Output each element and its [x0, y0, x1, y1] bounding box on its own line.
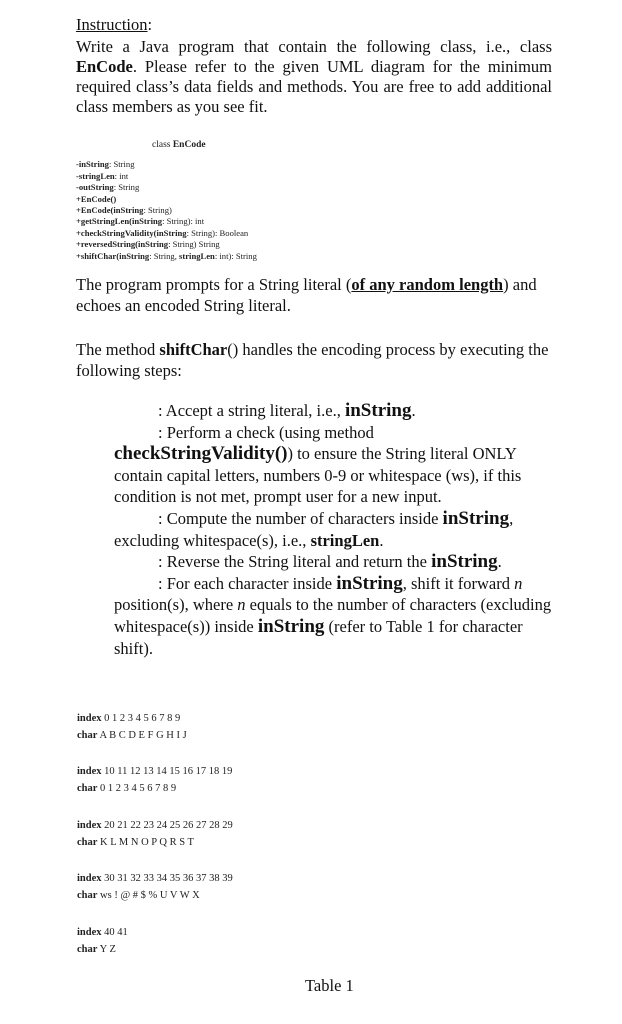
step-keyword: checkStringValidity()	[114, 443, 288, 465]
uml-member-param-type: : int): String	[214, 250, 257, 261]
step-text: equals to the number of characters (excluding whitespace(s)) inside	[114, 595, 552, 636]
uml-member	[76, 171, 336, 182]
step-keyword: inString	[336, 572, 403, 594]
uml-title-name: EnCode	[172, 140, 206, 150]
step-text: : Accept a string literal, i.e.,	[158, 401, 345, 420]
char-label: char	[77, 730, 98, 741]
step-keyword: inString	[431, 551, 498, 573]
uml-member-name: +EnCode(inString	[76, 205, 144, 216]
index-label: index	[77, 873, 102, 884]
step-keyword: inString	[344, 400, 412, 421]
char-label: char	[77, 944, 98, 955]
step-text: ) to ensure the String literal ONLY contain capital letters, numbers 0-9 or whitespace (ws), if this condition is not met, prompt user for a new input.	[114, 444, 522, 507]
steps-list	[114, 400, 554, 659]
step-variable: n	[237, 595, 246, 615]
uml-member	[76, 251, 336, 262]
char-values: A B C D E F G H I J	[99, 730, 187, 741]
uml-member-name: +shiftChar(inString	[76, 250, 150, 261]
char-row	[77, 780, 232, 797]
char-values: 0 1 2 3 4 5 6 7 8 9	[100, 783, 177, 794]
uml-member-name: +checkStringValidity(inString	[76, 227, 187, 238]
char-values: K L M N O P Q R S T	[100, 837, 194, 848]
char-table-block	[77, 710, 187, 744]
prompt-text-b: ) and echoes an encoded String literal.	[76, 275, 537, 315]
step-text: : Perform a check (using method	[158, 422, 374, 442]
uml-member	[76, 216, 336, 227]
step-text: .	[411, 401, 416, 420]
instruction-heading-colon: :	[147, 15, 153, 34]
uml-member-name: +getStringLen(inString	[76, 216, 163, 227]
uml-member-name: -stringLen	[76, 170, 115, 181]
index-label: index	[77, 766, 102, 777]
prompt-paragraph	[76, 274, 552, 316]
step-text: (refer to Table 1 for character shift).	[114, 616, 523, 658]
char-label: char	[77, 837, 98, 848]
uml-member-type: : int	[114, 170, 129, 181]
step-reverse	[114, 551, 554, 573]
index-row	[77, 763, 232, 780]
step-text: , shift it forward	[402, 573, 515, 593]
uml-title-prefix: class	[152, 140, 173, 150]
uml-member-name: -outString	[76, 182, 114, 193]
uml-member	[76, 205, 336, 216]
char-row	[77, 727, 187, 744]
intro-class-name: EnCode	[76, 57, 133, 76]
index-row	[77, 870, 233, 887]
uml-title	[76, 140, 336, 151]
intro-paragraph	[76, 37, 552, 117]
uml-member-name: +EnCode()	[76, 193, 117, 204]
char-values: ws ! @ # $ % U V W X	[100, 890, 200, 901]
step-accept	[114, 400, 554, 422]
intro-text-b: . Please refer to the given UML diagram for the minimum required class’s data fields and methods. You are free to add additional class members as you see fit.	[76, 57, 552, 116]
instruction-heading	[76, 15, 152, 35]
uml-member-name: -inString	[76, 159, 109, 170]
step-text: : Compute the number of characters inside	[158, 508, 443, 528]
index-values: 10 11 12 13 14 15 16 17 18 19	[104, 766, 233, 777]
uml-member	[76, 239, 336, 250]
step-text: .	[379, 530, 384, 550]
method-paragraph	[76, 339, 552, 381]
index-values: 40 41	[104, 927, 128, 938]
char-table-block	[77, 817, 233, 851]
uml-member-type: : String): int	[162, 216, 205, 227]
intro-text-a: Write a Java program that contain the following class, i.e., class	[76, 37, 552, 56]
step-text: position(s), where	[114, 595, 238, 615]
uml-member-param-name: stringLen	[179, 250, 215, 261]
method-text-a: The method	[76, 340, 160, 359]
index-label: index	[77, 713, 102, 724]
step-compute	[114, 508, 554, 551]
step-keyword: stringLen	[310, 530, 380, 550]
uml-member	[76, 194, 336, 205]
method-name: shiftChar	[159, 340, 228, 359]
prompt-underlined: of any random length	[351, 275, 504, 294]
uml-diagram	[76, 140, 336, 262]
table-caption: Table 1	[305, 976, 354, 995]
step-text: : For each character inside	[158, 573, 337, 593]
uml-member	[76, 159, 336, 170]
step-variable: n	[514, 573, 523, 593]
char-values: Y Z	[99, 944, 116, 955]
uml-member-name: +reversedString(inString	[76, 239, 169, 250]
step-text: : Reverse the String literal and return the	[158, 552, 432, 572]
index-row	[77, 710, 187, 727]
instruction-heading-text: Instruction	[76, 15, 148, 34]
step-check	[114, 422, 554, 508]
step-shift	[114, 573, 554, 659]
char-row	[77, 887, 233, 904]
index-values: 0 1 2 3 4 5 6 7 8 9	[104, 713, 181, 724]
char-table-block	[77, 924, 128, 958]
uml-member-type: : String,	[149, 250, 180, 261]
step-text: .	[497, 552, 502, 572]
char-label: char	[77, 783, 98, 794]
uml-member	[76, 228, 336, 239]
step-keyword: inString	[257, 615, 325, 637]
index-label: index	[77, 927, 102, 938]
index-values: 30 31 32 33 34 35 36 37 38 39	[104, 873, 233, 884]
char-label: char	[77, 890, 98, 901]
char-table-block	[77, 763, 232, 797]
uml-member-type: : String): Boolean	[186, 227, 249, 238]
uml-member	[76, 182, 336, 193]
uml-member-type: : String	[108, 159, 135, 170]
step-text: , excluding whitespace(s), i.e.,	[114, 508, 514, 550]
index-row	[77, 924, 128, 941]
uml-member-type: : String	[113, 182, 140, 193]
char-row	[77, 941, 128, 958]
uml-member-type: : String)	[143, 205, 172, 216]
step-keyword: inString	[442, 507, 510, 529]
index-row	[77, 817, 233, 834]
uml-member-type: : String) String	[168, 239, 220, 250]
index-values: 20 21 22 23 24 25 26 27 28 29	[104, 820, 233, 831]
char-table-block	[77, 870, 233, 904]
char-row	[77, 834, 233, 851]
method-text-b: () handles the encoding process by executing the following steps:	[76, 340, 549, 380]
index-label: index	[77, 820, 102, 831]
prompt-text-a: The program prompts for a String literal (	[76, 275, 352, 294]
